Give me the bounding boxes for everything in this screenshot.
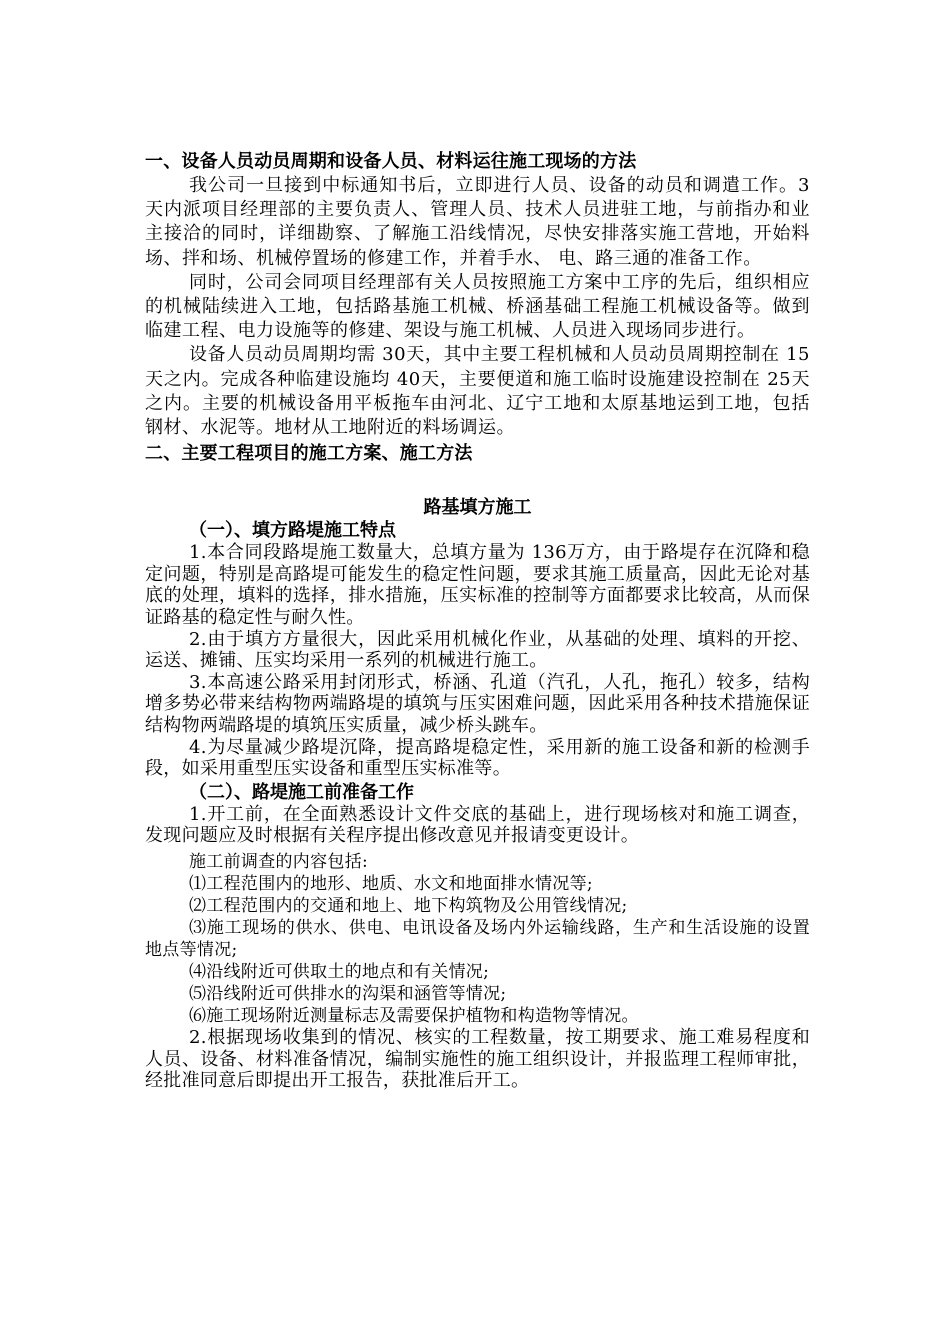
survey-item-3: ⑶施工现场的供水、供电、电讯设备及场内外运输线路，生产和生活设施的设置地点等情况; bbox=[145, 917, 810, 960]
part1-item-3: 3.本高速公路采用封闭形式，桥涵、孔道（汽孔，人孔，拖孔）较多，结构增多势必带来结构物两端路堤的填筑与压实困难问题，因此采用各种技术措施保证结构物两端路堤的填筑压实质量，减少桥头跳车。 bbox=[145, 671, 810, 736]
document-page bbox=[145, 150, 810, 1092]
part1-item-4: 4.为尽量减少路堤沉降，提高路堤稳定性，采用新的施工设备和新的检测手段，如采用重型压实设备和重型压实标准等。 bbox=[145, 736, 810, 780]
survey-item-2: ⑵工程范围内的交通和地上、地下构筑物及公用管线情况; bbox=[189, 895, 628, 916]
section1-paragraph-2: 同时，公司会同项目经理部有关人员按照施工方案中工序的先后，组织相应的机械陆续进入工地，包括路基施工机械、桥涵基础工程施工机械设备等。做到临建工程、电力设施等的修建、架设与施工机械、人员进入现场同步进行。 bbox=[145, 271, 810, 342]
section1-paragraph-3: 设备人员动员周期均需 30天，其中主要工程机械和人员动员周期控制在 15天之内。完成各种临建设施均 40天，主要便道和施工临时设施建设控制在 25天之内。主要的机械设备用平板拖车由河北、辽宁工地和太原基地运到工地，包括钢材、水泥等。地材从工地附近的料场调运。 bbox=[145, 344, 810, 439]
section2-heading: 二、主要工程项目的施工方案、施工方法 bbox=[145, 443, 473, 465]
section1-heading: 一、设备人员动员周期和设备人员、材料运往施工现场的方法 bbox=[145, 151, 637, 172]
part2-intro: 1.开工前，在全面熟悉设计文件交底的基础上，进行现场核对和施工调查，发现问题应及时根据有关程序提出修改意见并报请变更设计。 bbox=[145, 803, 810, 847]
survey-item-1: ⑴工程范围内的地形、地质、水文和地面排水情况等; bbox=[189, 873, 593, 894]
subtitle-roadbed-fill: 路基填方施工 bbox=[423, 497, 532, 519]
survey-item-6: ⑹施工现场附近测量标志及需要保护植物和构造物等情况。 bbox=[189, 1005, 639, 1026]
part2-final: 2.根据现场收集到的情况、核实的工程数量，按工期要求、施工难易程度和人员、设备、材料准备情况，编制实施性的施工组织设计，并报监理工程师审批，经批准同意后即提出开工报告，获批准后开工。 bbox=[145, 1026, 810, 1092]
section1-paragraph-1: 我公司一旦接到中标通知书后，立即进行人员、设备的动员和调遣工作。3天内派项目经理部的主要负责人、管理人员、技术人员进驻工地，与前指办和业主接洽的同时，详细勘察、了解施工沿线情况，尽快安排落实施工营地，开始料场、拌和场、机械停置场的修建工作，并着手水、 电、路三通的准备工作。 bbox=[145, 175, 810, 269]
part1-item-1: 1.本合同段路堤施工数量大，总填方量为 136万方，由于路堤存在沉降和稳定问题，特别是高路堤可能发生的稳定性问题，要求其施工质量高，因此无论对基底的处理，填料的选择，排水措施，压实标准的控制等方面都要求比较高，从而保证路基的稳定性与耐久性。 bbox=[145, 542, 810, 629]
survey-label: 施工前调查的内容包括: bbox=[189, 851, 369, 872]
part1-heading: （一）、填方路堤施工特点 bbox=[189, 520, 396, 542]
survey-item-5: ⑸沿线附近可供排水的沟渠和涵管等情况; bbox=[189, 983, 507, 1004]
part1-item-2: 2.由于填方方量很大，因此采用机械化作业，从基础的处理、填料的开挖、运送、摊铺、压实均采用一系列的机械进行施工。 bbox=[145, 628, 810, 672]
part2-heading: （二）、路堤施工前准备工作 bbox=[189, 781, 414, 803]
survey-item-4: ⑷沿线附近可供取土的地点和有关情况; bbox=[189, 961, 490, 982]
